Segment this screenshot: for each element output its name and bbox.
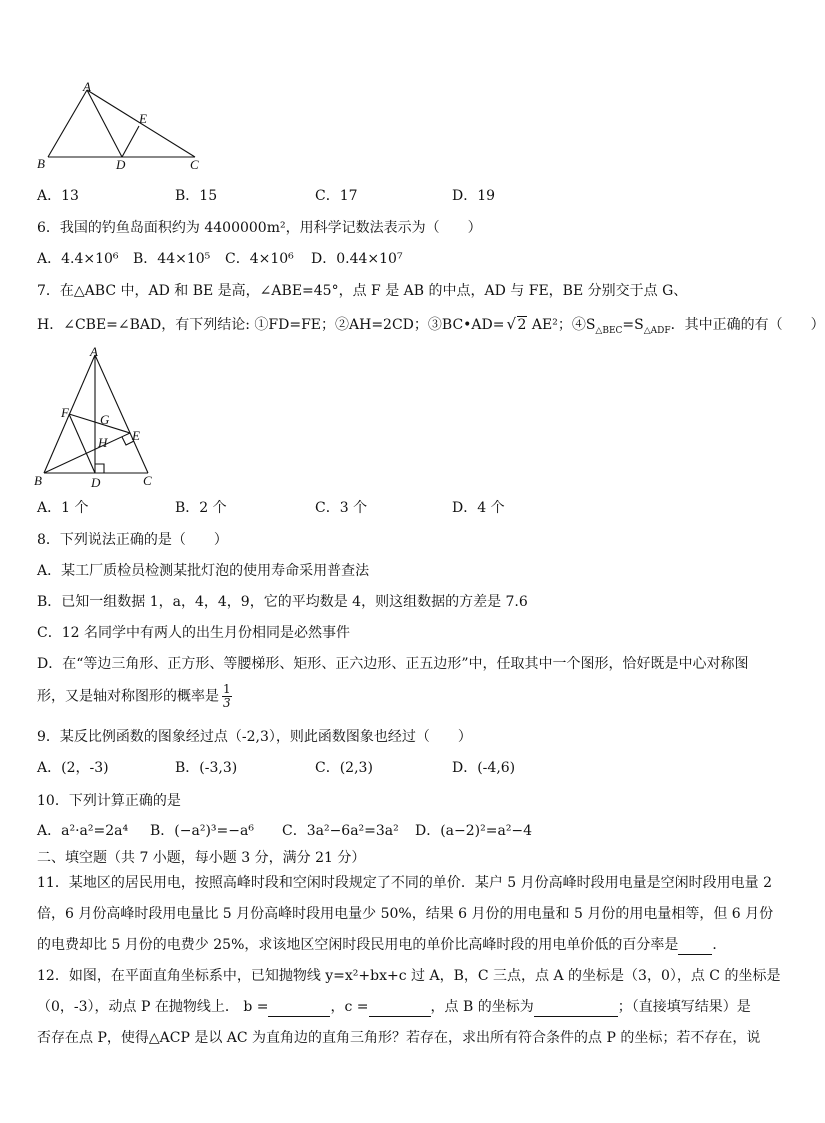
q6-text: 6．我国的钓鱼岛面积约为 4400000m²，用科学记数法表示为（ ） <box>37 220 482 236</box>
q10-text: 10．下列计算正确的是 <box>37 793 181 809</box>
q7-label-h: H <box>98 435 108 450</box>
q7-sqrt: √ 2 <box>507 316 528 334</box>
q7-label-g: G <box>100 412 110 427</box>
q7-label-d: D <box>91 475 101 490</box>
q7-option-d: D．4 个 <box>452 500 505 516</box>
q5-option-b: B．15 <box>175 188 218 204</box>
q5-label-c: C <box>190 157 199 172</box>
q7-line2-part3: ．其中正确的有（ ） <box>670 317 825 333</box>
q11-line3-text: 的电费却比 5 月份的电费少 25%，求该地区空闲时段民用电的单价比高峰时段的用电单价低的百分率是 <box>37 937 679 953</box>
q7-line2-part2: AE²；④S <box>531 317 596 333</box>
q6-option-d: D．0.44×10⁷ <box>311 251 403 267</box>
q5-option-c: C．17 <box>315 188 358 204</box>
q8-fraction: $\frac{1}{3}$ <box>223 682 231 710</box>
q5-triangle-figure <box>35 80 205 172</box>
q7-triangle-figure <box>30 343 165 488</box>
q7-label-f: F <box>61 405 69 420</box>
q7-label-a: A <box>90 344 98 359</box>
q7-sub-bec: △BEC <box>595 325 623 336</box>
q12-line2-part1: （0，-3），动点 P 在抛物线上． b = <box>37 999 269 1015</box>
q5-label-a: A <box>83 79 91 94</box>
q10-option-a: A．a²·a²=2a⁴ <box>37 823 129 839</box>
q5-option-a: A．13 <box>37 188 79 204</box>
q5-label-b: B <box>37 156 45 171</box>
q11-line3 <box>37 936 726 955</box>
q12-line2-part3: ，点 B 的坐标为 <box>430 999 534 1015</box>
section2-heading: 二、填空题（共 7 小题，每小题 3 分，满分 21 分） <box>37 850 366 866</box>
q9-option-b: B．(-3,3) <box>175 760 238 776</box>
q12-line2-part4: ；（直接填写结果）是 <box>617 999 751 1015</box>
q6-option-c: C．4×10⁶ <box>225 251 294 267</box>
q12-point-b-blank <box>534 998 618 1017</box>
q12-c-blank <box>369 998 431 1017</box>
q7-option-c: C．3 个 <box>315 500 368 516</box>
q5-label-d: D <box>116 157 126 172</box>
q7-label-b: B <box>34 473 42 488</box>
q11-answer-blank <box>678 936 712 955</box>
q8-text: 8．下列说法正确的是（ ） <box>37 532 228 548</box>
q12-line1: 12．如图，在平面直角坐标系中，已知抛物线 y=x²+bx+c 过 A，B，C 三点，点 A 的坐标是（3，0），点 C 的坐标是 <box>37 968 781 984</box>
q7-option-b: B．2 个 <box>175 500 227 516</box>
q7-label-e: E <box>132 428 140 443</box>
q7-line2-part1: H．∠CBE=∠BAD，有下列结论: ①FD=FE；②AH=2CD；③BC•AD= <box>37 317 505 333</box>
q9-text: 9．某反比例函数的图象经过点（-2,3），则此函数图象也经过（ ） <box>37 729 472 745</box>
q7-sub-adf: △ADF <box>643 325 671 336</box>
q8-option-b: B．已知一组数据 1，a，4，4，9，它的平均数是 4，则这组数据的方差是 7.6 <box>37 594 528 610</box>
q7-line1: 7．在△ABC 中，AD 和 BE 是高，∠ABE=45°，点 F 是 AB 的中点，AD 与 FE，BE 分别交于点 G、 <box>37 283 688 299</box>
q6-option-a: A．4.4×10⁶ <box>37 251 119 267</box>
q8-option-d-line2 <box>37 683 232 710</box>
q10-option-d: D．(a−2)²=a²−4 <box>415 823 533 839</box>
q7-line2 <box>37 316 825 340</box>
q12-b-blank <box>268 998 330 1017</box>
q5-option-d: D．19 <box>452 188 496 204</box>
q10-option-c: C．3a²−6a²=3a² <box>282 823 399 839</box>
q11-line2: 倍，6 月份高峰时段用电量比 5 月份高峰时段用电量少 50%，结果 6 月份的用电量和 5 月份的用电量相等，但 6 月份 <box>37 906 774 922</box>
q8-option-d-text: 形，又是轴对称图形的概率是 <box>37 688 219 705</box>
q9-option-a: A．(2，-3) <box>37 760 109 776</box>
q7-eq: =S <box>622 317 644 333</box>
q11-line1: 11．某地区的居民用电，按照高峰时段和空闲时段规定了不同的单价．某户 5 月份高峰时段用电量是空闲时段用电量 2 <box>37 875 772 891</box>
q11-line3-end: ． <box>712 937 727 953</box>
q12-line2-part2: ，c = <box>330 999 369 1015</box>
q8-option-a: A．某工厂质检员检测某批灯泡的使用寿命采用普查法 <box>37 563 370 579</box>
q9-option-d: D．(-4,6) <box>452 760 516 776</box>
q6-option-b: B．44×10⁵ <box>133 251 211 267</box>
q5-label-e: E <box>139 111 147 126</box>
q12-line3: 否存在点 P，使得△ACP 是以 AC 为直角边的直角三角形？若存在，求出所有符合条件的点 P 的坐标；若不存在，说 <box>37 1030 761 1046</box>
q8-option-c: C．12 名同学中有两人的出生月份相同是必然事件 <box>37 625 350 641</box>
q9-option-c: C．(2,3) <box>315 760 373 776</box>
q8-option-d-line1: D．在“等边三角形、正方形、等腰梯形、矩形、正六边形、正五边形”中，任取其中一个图形，恰好既是中心对称图 <box>37 656 749 672</box>
q7-label-c: C <box>143 473 152 488</box>
q12-line2 <box>37 998 751 1017</box>
q7-option-a: A．1 个 <box>37 500 89 516</box>
q10-option-b: B．(−a²)³=−a⁶ <box>150 823 254 839</box>
